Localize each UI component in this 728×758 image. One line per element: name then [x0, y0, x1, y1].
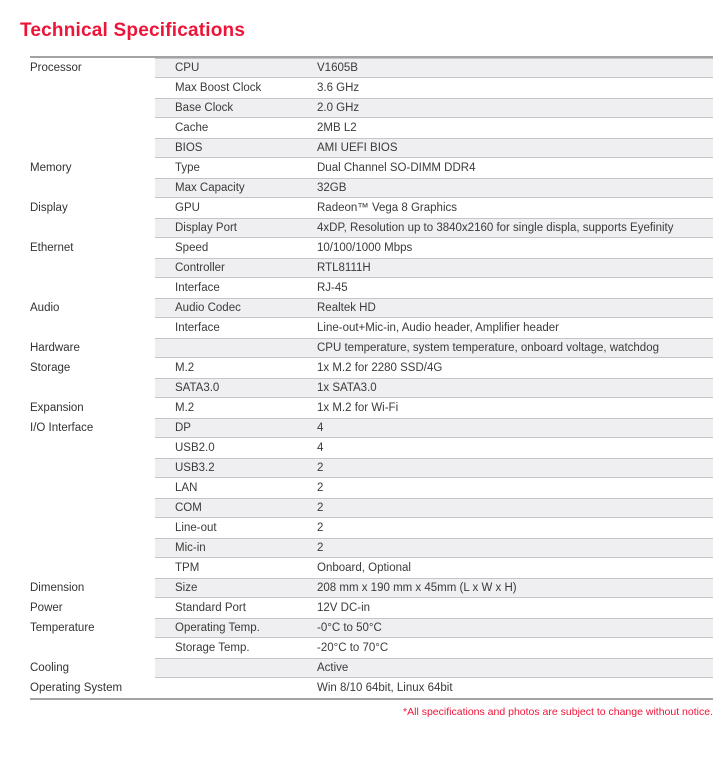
row-item-value: 1x M.2 for 2280 SSD/4G	[317, 362, 443, 374]
row-item-value: Win 8/10 64bit, Linux 64bit	[317, 682, 453, 694]
row-item-label: Display Port	[175, 222, 237, 234]
row-detail	[155, 78, 713, 98]
row-item-label: Max Boost Clock	[175, 82, 262, 94]
table-row	[30, 438, 713, 458]
row-item-label: CPU	[175, 62, 200, 74]
row-item-label: Storage Temp.	[175, 642, 250, 654]
table-row	[30, 158, 713, 178]
row-item-label: GPU	[175, 202, 200, 214]
row-item-label: COM	[175, 502, 202, 514]
row-item-label: Speed	[175, 242, 209, 254]
row-category	[30, 458, 155, 478]
row-item-label: Mic-in	[175, 542, 206, 554]
row-category	[30, 118, 155, 138]
row-item-value: Realtek HD	[317, 302, 376, 314]
row-category	[30, 178, 155, 198]
row-category: Cooling	[30, 662, 69, 674]
row-category	[30, 498, 155, 518]
row-detail	[155, 198, 713, 218]
table-row	[30, 198, 713, 218]
row-detail	[155, 638, 713, 658]
row-item-label: Type	[175, 162, 200, 174]
row-item-value: 12V DC-in	[317, 602, 371, 614]
row-item-value: Active	[317, 662, 349, 674]
table-row	[30, 558, 713, 578]
row-item-value: RJ-45	[317, 282, 348, 294]
table-row	[30, 518, 713, 538]
row-detail	[155, 478, 713, 498]
row-item-label: Audio Codec	[175, 302, 241, 314]
row-item-value: CPU temperature, system temperature, onboard voltage, watchdog	[317, 342, 659, 354]
row-category	[30, 258, 155, 278]
row-category: Dimension	[30, 582, 85, 594]
row-category	[30, 438, 155, 458]
row-detail	[155, 358, 713, 378]
row-item-label: Interface	[175, 282, 220, 294]
row-item-label	[155, 679, 317, 697]
row-item-value: 1x SATA3.0	[317, 382, 377, 394]
spec-table	[30, 56, 713, 700]
table-row	[30, 478, 713, 498]
row-item-value: 2.0 GHz	[317, 102, 360, 114]
row-category: Operating System	[30, 682, 123, 694]
row-item-label	[155, 339, 317, 357]
row-item-label: TPM	[175, 562, 200, 574]
row-item-value: 10/100/1000 Mbps	[317, 242, 413, 254]
row-category: Ethernet	[30, 242, 74, 254]
row-detail	[155, 58, 713, 78]
spec-footnote: *All specifications and photos are subject to change without notice.	[403, 706, 713, 718]
row-detail	[155, 538, 713, 558]
row-category: Power	[30, 602, 63, 614]
row-item-label: Controller	[175, 262, 225, 274]
row-detail	[155, 398, 713, 418]
row-category	[30, 518, 155, 538]
row-item-label: Standard Port	[175, 602, 246, 614]
row-category: Storage	[30, 362, 71, 374]
row-detail	[155, 618, 713, 638]
row-category	[30, 378, 155, 398]
row-detail	[155, 518, 713, 538]
row-item-label: DP	[175, 422, 191, 434]
row-category	[30, 558, 155, 578]
row-detail	[155, 218, 713, 238]
row-item-label: Operating Temp.	[175, 622, 260, 634]
row-item-value: Dual Channel SO-DIMM DDR4	[317, 162, 476, 174]
row-category	[30, 78, 155, 98]
row-item-label: M.2	[175, 362, 195, 374]
row-detail	[155, 138, 713, 158]
row-category	[30, 538, 155, 558]
table-row	[30, 278, 713, 298]
table-row	[30, 418, 713, 438]
row-item-label: M.2	[175, 402, 195, 414]
table-row	[30, 298, 713, 318]
row-category: I/O Interface	[30, 422, 94, 434]
table-row	[30, 398, 713, 418]
row-item-value: 32GB	[317, 182, 347, 194]
table-row	[30, 638, 713, 658]
row-item-value: 1x M.2 for Wi-Fi	[317, 402, 399, 414]
table-row	[30, 238, 713, 258]
row-detail	[155, 438, 713, 458]
row-detail	[155, 238, 713, 258]
table-row	[30, 678, 713, 698]
row-item-value: 208 mm x 190 mm x 45mm (L x W x H)	[317, 582, 517, 594]
row-item-label	[155, 659, 317, 677]
row-item-value: RTL8111H	[317, 262, 371, 274]
row-detail	[155, 558, 713, 578]
row-item-label: USB2.0	[175, 442, 215, 454]
row-item-value: Radeon™ Vega 8 Graphics	[317, 202, 458, 214]
row-item-label: Line-out	[175, 522, 217, 534]
row-category	[30, 278, 155, 298]
row-detail	[155, 418, 713, 438]
row-category	[30, 318, 155, 338]
row-item-value: 4	[317, 422, 324, 434]
row-detail	[155, 118, 713, 138]
row-detail	[155, 338, 713, 358]
table-row	[30, 658, 713, 678]
row-item-label: Size	[175, 582, 198, 594]
row-detail	[155, 158, 713, 178]
table-row	[30, 358, 713, 378]
row-detail	[155, 298, 713, 318]
row-item-value: 3.6 GHz	[317, 82, 360, 94]
table-row	[30, 458, 713, 478]
table-row	[30, 318, 713, 338]
table-row	[30, 118, 713, 138]
row-item-value: 2	[317, 522, 324, 534]
row-detail	[155, 258, 713, 278]
row-category: Audio	[30, 302, 60, 314]
row-category: Memory	[30, 162, 72, 174]
row-category	[30, 98, 155, 118]
row-item-label: Interface	[175, 322, 220, 334]
row-detail	[155, 498, 713, 518]
row-item-value: Onboard, Optional	[317, 562, 411, 574]
row-detail	[155, 378, 713, 398]
table-row	[30, 258, 713, 278]
row-item-value: 4xDP, Resolution up to 3840x2160 for single displa, supports Eyefinity	[317, 222, 674, 234]
row-item-value: 2	[317, 542, 324, 554]
row-item-label: LAN	[175, 482, 198, 494]
row-category	[30, 138, 155, 158]
row-detail	[155, 278, 713, 298]
row-detail	[155, 458, 713, 478]
row-category: Expansion	[30, 402, 84, 414]
table-row	[30, 338, 713, 358]
table-row	[30, 498, 713, 518]
row-detail	[155, 598, 713, 618]
table-row	[30, 138, 713, 158]
row-category	[30, 218, 155, 238]
row-item-label: BIOS	[175, 142, 203, 154]
table-row	[30, 538, 713, 558]
table-row	[30, 78, 713, 98]
row-item-value: -20°C to 70°C	[317, 642, 389, 654]
table-row	[30, 98, 713, 118]
row-item-label: Base Clock	[175, 102, 234, 114]
row-item-value: AMI UEFI BIOS	[317, 142, 398, 154]
table-row	[30, 218, 713, 238]
row-detail	[155, 658, 713, 678]
row-item-value: 2	[317, 462, 324, 474]
row-detail	[155, 678, 713, 698]
table-row	[30, 378, 713, 398]
row-item-value: V1605B	[317, 62, 358, 74]
row-item-label: USB3.2	[175, 462, 215, 474]
row-category	[30, 478, 155, 498]
row-item-value: 2	[317, 482, 324, 494]
row-category: Hardware	[30, 342, 80, 354]
table-row	[30, 598, 713, 618]
table-row	[30, 178, 713, 198]
table-row	[30, 578, 713, 598]
page-title: Technical Specifications	[20, 20, 246, 41]
row-item-value: 2	[317, 502, 324, 514]
row-detail	[155, 98, 713, 118]
row-item-value: Line-out+Mic-in, Audio header, Amplifier header	[317, 322, 559, 334]
row-category	[30, 638, 155, 658]
row-item-value: -0°C to 50°C	[317, 622, 382, 634]
table-row	[30, 618, 713, 638]
row-category: Display	[30, 202, 68, 214]
row-item-label: SATA3.0	[175, 382, 220, 394]
row-detail	[155, 178, 713, 198]
row-item-value: 2MB L2	[317, 122, 357, 134]
table-row	[30, 58, 713, 78]
row-item-label: Cache	[175, 122, 209, 134]
row-category: Temperature	[30, 622, 95, 634]
row-category: Processor	[30, 62, 82, 74]
row-detail	[155, 578, 713, 598]
row-detail	[155, 318, 713, 338]
row-item-value: 4	[317, 442, 324, 454]
row-item-label: Max Capacity	[175, 182, 245, 194]
